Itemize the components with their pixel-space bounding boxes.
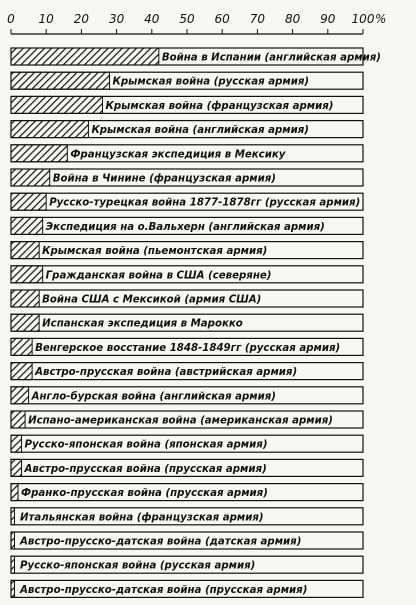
bar-row [11,96,363,113]
bar-row [11,145,363,162]
bar-row [11,266,363,283]
bar-label: Война в Испании (английская армия) [161,52,381,64]
x-tick-label: 80 [284,12,301,26]
bar-label: Крымская война (английская армия) [91,125,309,137]
bar-row [11,556,363,573]
x-axis-unit-label: % [375,12,387,26]
bar [11,411,25,428]
bar [11,48,159,65]
bar-row [11,338,363,355]
bar-label: Война в Чинине (французская армия) [52,173,276,185]
x-tick-label: 0 [7,12,15,26]
bar-label: Испанская экспедиция в Марокко [42,318,243,330]
bar-row [11,290,363,307]
x-tick-label: 60 [214,12,230,26]
bar [11,169,50,186]
bar-label: Испано-американская война (американская армия) [28,415,333,427]
bar [11,484,18,501]
bar-label: Австро-прусско-датская война (прусская армия) [20,584,308,596]
bar-rows [11,48,381,597]
bar-row [11,459,363,476]
bar-row [11,48,381,65]
bar [11,580,15,597]
bar [11,290,39,307]
bar-row [11,242,363,259]
bar-label: Война США с Мексикой (армия США) [42,294,262,306]
bar-label: Экспедиция на о.Вальхерн (английская армия) [45,221,325,233]
bar [11,121,88,138]
bar-label: Французская экспедиция в Мексику [70,149,286,161]
bar-row [11,435,363,452]
x-tick-label: 30 [108,12,125,26]
bar-label: Австро-прусско-датская война (датская армия) [20,536,302,548]
bar-label: Австро-прусская война (австрийская армия) [35,367,298,379]
bar [11,314,39,331]
bar-row [11,314,363,331]
bar-row [11,508,363,525]
bar-row [11,411,363,428]
x-tick-label: 50 [179,12,195,26]
bar-row [11,193,363,210]
bar [11,387,29,404]
bar [11,145,67,162]
bar [11,242,39,259]
bar [11,508,15,525]
bar-label: Англо-бурская война (английская армия) [31,391,276,403]
bar-label: Франко-прусская война (прусская армия) [21,488,268,500]
bar-row [11,169,363,186]
bar [11,266,43,283]
bar-label: Венгерское восстание 1848-1849гг (русская армия) [35,342,341,354]
bar-row [11,121,363,138]
bar-label: Крымская война (французская армия) [105,100,334,112]
bar-row [11,387,363,404]
bar-row [11,363,363,380]
bar [11,217,43,234]
x-tick-label: 40 [144,12,160,26]
bar-label: Русско-турецкая война 1877-1878гг (русская армия) [49,197,361,209]
bar-label: Гражданская война в США (северяне) [45,270,272,282]
bar-label: Итальянская война (французская армия) [20,512,264,524]
x-tick-label: 10 [38,12,54,26]
x-axis-unit [375,12,386,26]
bar-row [11,580,363,597]
bar-row [11,484,363,501]
bar-row [11,217,363,234]
bar [11,532,15,549]
x-tick-label: 90 [320,12,336,26]
bar [11,193,46,210]
bar-row [11,532,363,549]
x-tick-label: 100 [351,12,375,26]
bar [11,96,103,113]
bar-label: Крымская война (русская армия) [112,76,310,88]
bar [11,459,22,476]
x-tick-label: 20 [73,12,90,26]
bar [11,363,32,380]
bar-label: Русско-японская война (японская армия) [24,439,268,451]
bar-label: Крымская война (пьемонтская армия) [42,246,268,258]
bar-label: Австро-прусская война (прусская армия) [24,463,267,475]
x-axis-ticks [7,12,375,34]
bar-label: Русско-японская война (русская армия) [20,560,256,572]
bar [11,435,22,452]
bar [11,72,110,89]
bar [11,338,32,355]
x-tick-label: 70 [249,12,266,26]
bar [11,556,15,573]
bar-row [11,72,363,89]
